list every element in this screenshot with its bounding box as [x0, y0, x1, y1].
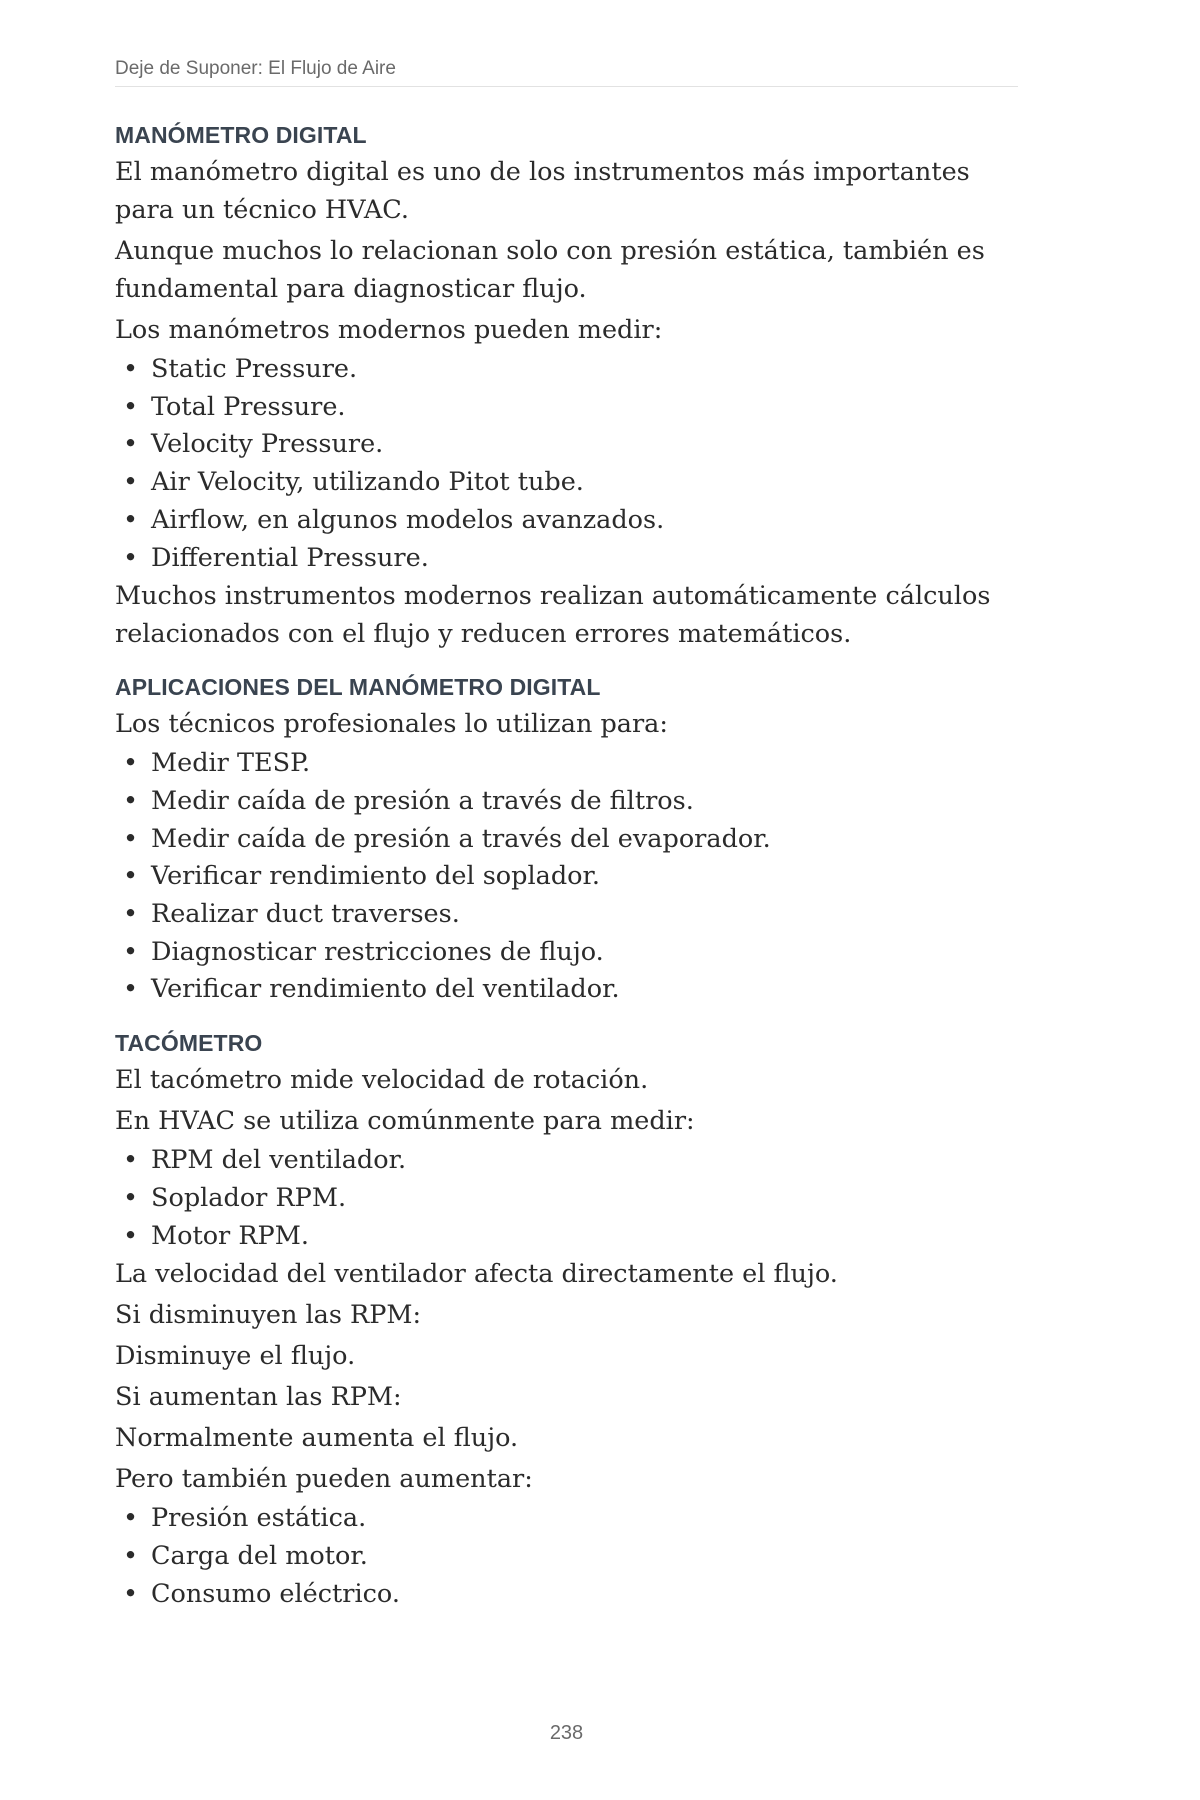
list-item-text: Presión estática. — [151, 1503, 367, 1534]
section-heading-tacometro: TACÓMETRO — [115, 1030, 263, 1057]
bullet-icon: • — [123, 354, 139, 384]
paragraph: Si disminuyen las RPM: — [115, 1300, 422, 1331]
list-item-text: RPM del ventilador. — [151, 1145, 407, 1176]
list-item — [115, 896, 1018, 934]
bullet-icon: • — [123, 899, 139, 930]
bullet-icon: • — [123, 467, 139, 498]
list-item — [115, 1576, 1018, 1614]
bullet-list-rpm — [115, 1142, 1018, 1255]
list-item-text: Motor RPM. — [151, 1220, 309, 1251]
bullet-list-mediciones — [115, 351, 1018, 577]
list-item-text: Verificar rendimiento del ventilador. — [151, 974, 620, 1005]
bullet-list-aumentos — [115, 1500, 1018, 1613]
list-item — [115, 745, 1018, 783]
section-heading-aplicaciones: APLICACIONES DEL MANÓMETRO DIGITAL — [115, 674, 601, 701]
bullet-icon: • — [123, 785, 139, 816]
list-item — [115, 1142, 1018, 1180]
bullet-icon: • — [123, 936, 139, 967]
paragraph: Normalmente aumenta el flujo. — [115, 1423, 519, 1454]
bullet-icon: • — [123, 748, 139, 779]
list-item-text: Diagnosticar restricciones de flujo. — [151, 936, 604, 967]
list-item-text: Soplador RPM. — [151, 1182, 347, 1213]
paragraph: Muchos instrumentos modernos realizan automáticamente cálculos relacionados con el flujo y reducen errores matemáticos. — [115, 581, 991, 650]
paragraph: En HVAC se utiliza comúnmente para medir: — [115, 1106, 695, 1137]
paragraph: Si aumentan las RPM: — [115, 1382, 402, 1413]
bullet-icon: • — [123, 861, 139, 892]
list-item — [115, 1180, 1018, 1218]
list-item — [115, 426, 1018, 464]
list-item-text: Medir caída de presión a través de filtros. — [151, 785, 694, 816]
list-item — [115, 1538, 1018, 1576]
list-item-text: Air Velocity, utilizando Pitot tube. — [151, 467, 584, 498]
list-item-text: Medir TESP. — [151, 748, 311, 779]
list-item — [115, 971, 1018, 1009]
list-item — [115, 502, 1018, 540]
page-body — [115, 120, 1018, 1613]
bullet-icon: • — [123, 391, 139, 422]
list-item — [115, 821, 1018, 859]
book-page — [115, 0, 1018, 1800]
bullet-icon: • — [123, 1182, 139, 1213]
paragraph: Aunque muchos lo relacionan solo con presión estática, también es fundamental para diagnosticar flujo. — [115, 236, 985, 304]
bullet-icon: • — [123, 542, 139, 573]
bullet-icon: • — [123, 429, 139, 460]
bullet-icon: • — [123, 504, 139, 535]
list-item-text: Velocity Pressure. — [151, 429, 384, 460]
running-header: Deje de Suponer: El Flujo de Aire — [115, 58, 1018, 87]
paragraph: El manómetro digital es uno de los instrumentos más importantes para un técnico HVAC. — [115, 157, 970, 225]
page-number: 238 — [549, 1722, 584, 1744]
section-heading-manometro: MANÓMETRO DIGITAL — [115, 122, 367, 148]
list-item-text: Differential Pressure. — [151, 542, 429, 573]
paragraph: El tacómetro mide velocidad de rotación. — [115, 1065, 649, 1096]
list-item-text: Realizar duct traverses. — [151, 899, 460, 930]
bullet-icon: • — [123, 823, 139, 854]
list-item — [115, 1500, 1018, 1538]
list-item-text: Consumo eléctrico. — [151, 1578, 400, 1609]
bullet-icon: • — [123, 1145, 139, 1176]
paragraph: Disminuye el flujo. — [115, 1341, 356, 1372]
list-item — [115, 783, 1018, 821]
list-item — [115, 540, 1018, 578]
list-item — [115, 351, 1018, 389]
bullet-icon: • — [123, 1503, 139, 1534]
list-item-text: Static Pressure. — [151, 354, 358, 384]
list-item — [115, 1218, 1018, 1256]
bullet-icon: • — [123, 1540, 139, 1571]
list-item — [115, 464, 1018, 502]
paragraph: Pero también pueden aumentar: — [115, 1464, 533, 1495]
paragraph: Los manómetros modernos pueden medir: — [115, 315, 663, 345]
list-item — [115, 389, 1018, 427]
list-item-text: Medir caída de presión a través del evaporador. — [151, 823, 771, 854]
bullet-icon: • — [123, 1578, 139, 1609]
paragraph: Los técnicos profesionales lo utilizan para: — [115, 709, 668, 740]
paragraph: La velocidad del ventilador afecta directamente el flujo. — [115, 1259, 838, 1290]
list-item-text: Total Pressure. — [151, 391, 346, 422]
list-item — [115, 934, 1018, 972]
list-item-text: Carga del motor. — [151, 1540, 368, 1571]
bullet-icon: • — [123, 1220, 139, 1251]
list-item-text: Airflow, en algunos modelos avanzados. — [151, 504, 665, 535]
bullet-list-aplicaciones — [115, 745, 1018, 1009]
list-item — [115, 858, 1018, 896]
bullet-icon: • — [123, 974, 139, 1005]
list-item-text: Verificar rendimiento del soplador. — [151, 861, 601, 892]
